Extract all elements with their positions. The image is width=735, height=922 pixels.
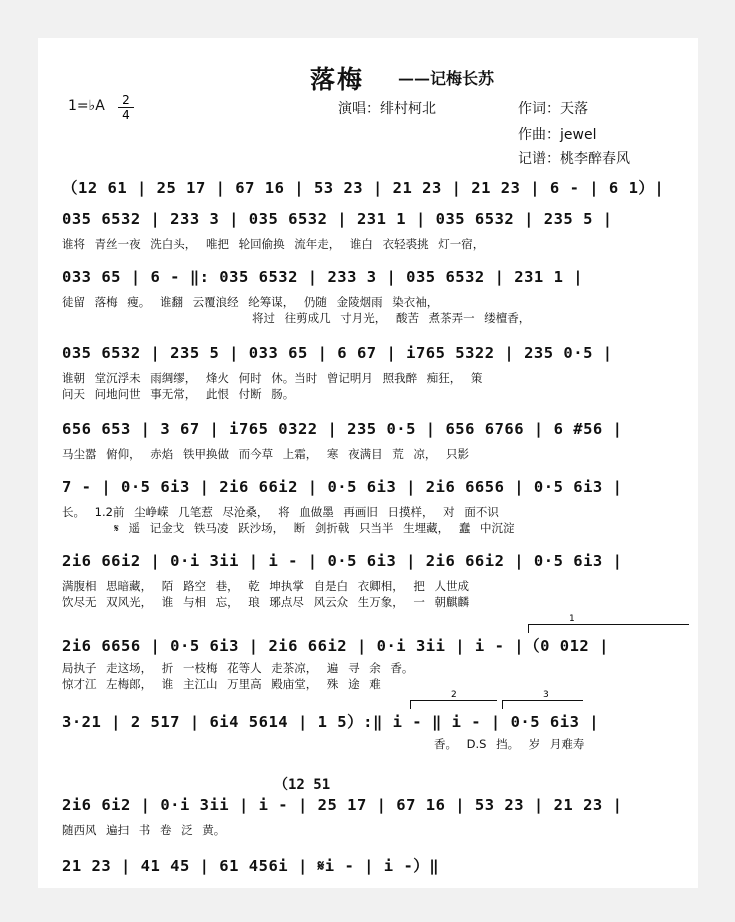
song-subtitle: ——记梅长苏	[398, 69, 495, 88]
time-signature-bottom: 4	[122, 108, 130, 122]
score-row	[62, 854, 694, 882]
notation-line: 2i6 6656 | 0·5 6i3 | 2i6 66i2 | 0·i 3ii | i - |（0 012 |	[62, 637, 609, 655]
notation-line: 656 653 | 3 67 | i765 0322 | 235 0·5 | 656 6766 | 6 #56 |	[62, 420, 623, 438]
score-row	[62, 552, 694, 616]
lyric-line: 惊才江 左梅郎， 谁 主江山 万里高 殿庙堂， 殊 途 难	[62, 677, 381, 691]
score-row	[62, 796, 694, 846]
lyric-line: 满腹相 思暗藏， 陌 路空 巷， 乾 坤执掌 自是白 衣卿相， 把 人世成	[62, 579, 470, 593]
lyric-line: 长。 1.2前 尘峥嵘 几笔惹 尽沧桑， 将 血做墨 再画旧 日摸样， 对 面不识	[62, 505, 499, 519]
lyric-line: 香。 D.S 挡。 岁 月难寿	[434, 737, 585, 751]
lyric-line: 谁朝 堂沉浮未 雨绸缪， 烽火 何时 休。当时 曾记明月 照我醉 痴狂， 策	[62, 371, 483, 385]
volta-bracket-2	[410, 690, 497, 709]
notation-line: 033 65 | 6 - ‖: 035 6532 | 233 3 | 035 6532 | 231 1 |	[62, 268, 584, 286]
notation-line: （12 61 | 25 17 | 67 16 | 53 23 | 21 23 | 21 23 | 6 - | 6 1）|	[62, 179, 665, 197]
notation-line: 035 6532 | 235 5 | 033 65 | 6 67 | i765 5322 | 235 0·5 |	[62, 344, 613, 362]
lyric-line: 马尘嚣 俯仰， 赤焰 铁甲换做 而今草 上霜， 寒 夜满目 荒 凉， 只影	[62, 447, 470, 461]
notation-line: 3·21 | 2 517 | 6i4 5614 | 1 5）:‖ i - ‖ i - | 0·5 6i3 |	[62, 713, 600, 731]
lyric-line: 𝄋 遥 记金戈 铁马凌 跃沙场， 断 剑折戟 只当半 生埋藏， 蠢 中沉淀	[114, 521, 515, 535]
pickup-notes: （12 51	[274, 777, 331, 793]
lyric-line: 随西风 遍扫 书 卷 泛 黄。	[62, 823, 226, 837]
score-row	[62, 210, 694, 260]
time-signature-top: 2	[122, 93, 130, 107]
composer-credit: 作曲：jewel	[518, 127, 597, 143]
score-row	[62, 614, 694, 698]
lyricist-credit: 作词：天落	[518, 101, 588, 117]
notation-line: 2i6 66i2 | 0·i 3ii | i - | 0·5 6i3 | 2i6 66i2 | 0·5 6i3 |	[62, 552, 623, 570]
score-row	[62, 344, 694, 408]
volta-number: 3	[543, 690, 549, 700]
lyric-line: 徒留 落梅 瘦。 谁翻 云覆浪经 纶筹谋， 仍随 金陵烟雨 染衣袖，	[62, 295, 439, 309]
music-sheet	[38, 38, 698, 888]
score-row	[62, 478, 694, 542]
notation-line: 035 6532 | 233 3 | 035 6532 | 231 1 | 035 6532 | 235 5 |	[62, 210, 613, 228]
volta-number: 1	[569, 614, 575, 624]
score-row	[62, 268, 694, 332]
volta-number: 2	[451, 690, 457, 700]
volta-bracket-1	[528, 614, 689, 633]
score-row	[62, 420, 694, 470]
lyric-line: 谁将 青丝一夜 洗白头， 唯把 轮回偷换 流年走， 谁白 衣轻裘挑 灯一宿，	[62, 237, 485, 251]
volta-bracket-3	[502, 690, 583, 709]
lyric-line: 饮尽无 双风光， 谁 与相 忘， 琅 琊点尽 风云众 生万象， 一 朝麒麟	[62, 595, 470, 609]
notation-line: 2i6 6i2 | 0·i 3ii | i - | 25 17 | 67 16 | 53 23 | 21 23 |	[62, 796, 623, 814]
transcriber-credit: 记谱：桃李醉春风	[518, 151, 630, 167]
score-row	[62, 690, 694, 760]
score-row	[62, 176, 694, 200]
notation-line: 21 23 | 41 45 | 61 456i | 𝄋i - | i -）‖	[62, 857, 440, 875]
lyric-line: 问天 问地问世 事无常， 此恨 付断 肠。	[62, 387, 295, 401]
notation-line: 7 - | 0·5 6i3 | 2i6 66i2 | 0·5 6i3 | 2i6 6656 | 0·5 6i3 |	[62, 478, 623, 496]
lyric-line: 局执子 走这场， 折 一枝梅 花等人 走茶凉， 遍 寻 余 香。	[62, 661, 414, 675]
singer-credit: 演唱：绯村柯北	[338, 101, 436, 117]
song-title: 落梅	[310, 65, 365, 94]
time-signature	[118, 94, 134, 121]
key-signature: 1=♭A	[68, 98, 105, 114]
lyric-line: 将过 往剪成几 寸月光， 酸苦 煮茶弄一 缕檀香，	[252, 311, 531, 325]
